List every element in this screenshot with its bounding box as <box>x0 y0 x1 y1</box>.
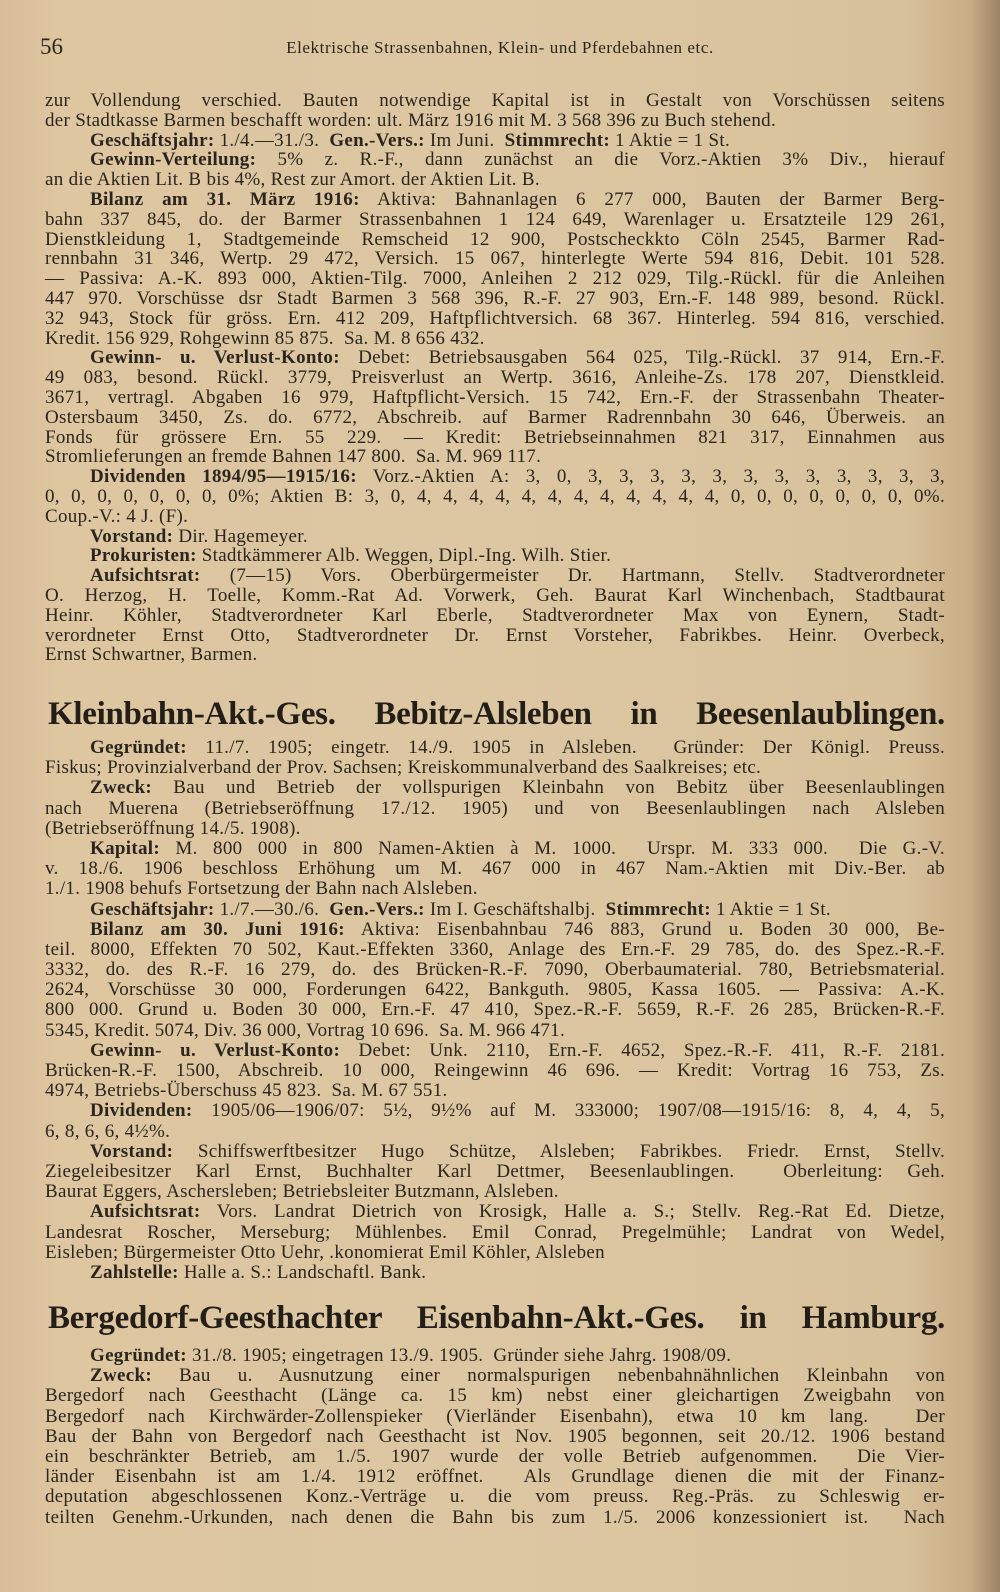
text-line <box>45 1407 945 1427</box>
text-line <box>45 368 945 388</box>
text-line <box>45 1243 945 1263</box>
text-line <box>45 111 945 131</box>
text-run: Im Juni. <box>424 129 505 151</box>
text-run: 0, 0, 0, 0, 0, 0, 0, 0%; Aktien B: 3, 0, 4, 4, 4, 4, 4, 4, 4, 4, 4, 4, 4, 4, 0, 0, 0, 0, 0, 0, 0, 0%. <box>45 485 945 507</box>
text-line <box>45 1346 945 1366</box>
text-run: 11./7. 1905; eingetr. 14./9. 1905 in Alsleben. Gründer: Der Königl. Preuss. <box>186 737 945 758</box>
text-run: länder Eisenbahn ist am 1./4. 1912 eröffnet. Als Grundlage dienen die mit der Finanz- <box>45 1466 945 1488</box>
text-line <box>45 1041 945 1061</box>
text-run: 1./1. 1908 behufs Fortsetzung der Bahn nach Alsleben. <box>45 878 478 900</box>
text-run: Bergedorf nach Kirchwärder-Zollenspieker (Vierländer Eisenbahn), etwa 10 km lang. Der <box>45 1405 945 1427</box>
text-run: (7—15) Vors. Oberbürgermeister Dr. Hartmann, Stellv. Stadtverordneter <box>200 565 945 587</box>
text-run: M. 800 000 in 800 Namen-Aktien à M. 1000. Urspr. M. 333 000. Die G.-V. <box>159 837 945 859</box>
text-line <box>45 1000 945 1020</box>
text-run: 5% z. R.-F., dann zunächst an die Vorz.-Aktien 3% Div., hierauf <box>256 149 945 171</box>
text-run: Stadtkämmerer Alb. Weggen, Dipl.-Ing. Wilh. Stier. <box>196 545 612 567</box>
text-run: (Betriebseröffnung 14./5. 1908). <box>45 817 301 839</box>
text-line <box>45 799 945 819</box>
text-line <box>45 859 945 879</box>
text-line <box>45 527 945 547</box>
text-line <box>45 1142 945 1162</box>
text-line <box>45 289 945 309</box>
text-run: 3332, do. des R.-F. 16 279, do. des Brücken-R.-F. 7090, Oberbaumaterial. 780, Betriebsmaterial. <box>45 959 945 981</box>
field-label: Gewinn- u. Verlust-Konto: <box>90 347 340 369</box>
text-line <box>45 566 945 586</box>
field-label: Vorstand: <box>90 1140 174 1162</box>
text-line <box>45 269 945 289</box>
text-run: Halle a. S.: Landschaftl. Bank. <box>178 1261 427 1283</box>
text-line <box>45 1061 945 1081</box>
text-line <box>45 1386 945 1406</box>
text-run: 4974, Betriebs-Überschuss 45 823. Sa. M. 67 551. <box>45 1080 448 1102</box>
text-run: deputation abgeschlossenen Konz.-Verträge u. die vom preuss. Reg.-Präs. zu Schleswig er- <box>45 1486 945 1508</box>
text-run: 3671, vertragl. Abgaben 16 979, Haftpflicht-Versich. 15 742, Ern.-F. der Strassenbahn Theater- <box>45 386 945 408</box>
section-kleinbahn-bebitz-alsleben <box>45 738 945 1283</box>
text-line <box>45 309 945 329</box>
text-run: 1./4.—31./3. <box>214 129 330 151</box>
text-run: 31./8. 1905; eingetragen 13./9. 1905. Gründer siehe Jahrg. 1908/09. <box>186 1345 732 1366</box>
field-label: Stimmrecht: <box>504 129 610 151</box>
text-run: ein beschränkter Betrieb, am 1./5. 1907 wurde der volle Betrieb aufgenommen. Die Vier- <box>45 1445 945 1467</box>
field-label: Dividenden 1894/95—1915/16: <box>90 466 357 488</box>
text-run: Im I. Geschäftshalbj. <box>424 898 606 920</box>
text-line <box>45 1467 945 1487</box>
text-run: Kredit. 156 929, Rohgewinn 85 875. Sa. M. 8 656 432. <box>45 327 485 349</box>
text-line <box>45 1447 945 1467</box>
text-run: Fiskus; Provinzialverband der Prov. Sachsen; Kreiskommunalverband des Saalkreises; etc. <box>45 757 762 779</box>
field-label: Geschäftsjahr: <box>90 898 215 920</box>
text-run: 2624, Vorschüsse 30 000, Forderungen 6422, Bankguth. 9805, Kassa 1605. — Passiva: A.-K. <box>45 979 945 1001</box>
field-label: Aufsichtsrat: <box>90 1201 201 1223</box>
text-line <box>45 920 945 940</box>
text-line <box>45 230 945 250</box>
field-label: Kapital: <box>90 837 160 859</box>
text-line <box>45 408 945 428</box>
text-run: Stromlieferungen an fremde Bahnen 147 800. Sa. M. 969 117. <box>45 446 542 468</box>
text-run: Debet: Unk. 2110, Ern.-F. 4652, Spez.-R.-F. 411, R.-F. 2181. <box>340 1039 945 1061</box>
text-line <box>45 626 945 646</box>
text-run: Bau und Betrieb der vollspurigen Kleinbahn von Bebitz über Beesenlaublingen <box>151 777 945 799</box>
text-run: Ziegeleibesitzer Karl Ernst, Buchhalter Karl Dettmer, Beesenlaublingen. Oberleitung: Geh. <box>45 1160 945 1182</box>
text-line <box>45 1202 945 1222</box>
text-line <box>45 606 945 626</box>
text-line <box>45 645 945 665</box>
text-run: Coup.-V.: 4 J. (F). <box>45 505 189 527</box>
section-title-kleinbahn-bebitz-alsleben: Kleinbahn-Akt.-Ges. Bebitz-Alsleben in Beesenlaublingen. <box>48 696 945 732</box>
text-run: Fonds für grössere Ern. 55 229. — Kredit: Betriebseinnahmen 821 317, Einnahmen aus <box>45 426 945 448</box>
section-bergedorf-geesthachter <box>45 1346 945 1528</box>
text-run: Bergedorf nach Geesthacht (Länge ca. 15 km) nebst einer gleichartigen Zweigbahn von <box>45 1385 945 1407</box>
text-run: O. Herzog, H. Toelle, Komm.-Rat Ad. Vorwerk, Geh. Baurat Karl Winchenbach, Stadtbaurat <box>45 584 945 606</box>
section-title-bergedorf-geesthachter: Bergedorf-Geesthachter Eisenbahn-Akt.-Ges. in Hamburg. <box>48 1300 945 1336</box>
field-label: Vorstand: <box>90 525 174 547</box>
text-line <box>45 348 945 368</box>
text-line <box>45 738 945 758</box>
text-run: 5345, Kredit. 5074, Div. 36 000, Vortrag 10 696. Sa. M. 966 471. <box>45 1019 565 1041</box>
text-line <box>45 1021 945 1041</box>
text-line <box>45 778 945 798</box>
text-run: Vors. Landrat Dietrich von Krosigk, Halle a. S.; Stellv. Reg.-Rat Ed. Dietze, <box>200 1201 945 1223</box>
text-run: Ostersbaum 3450, Zs. do. 6772, Abschreib. auf Barmer Radrennbahn 30 646, Überweis. an <box>45 406 945 428</box>
field-label: Zweck: <box>90 1365 152 1387</box>
text-line <box>45 1366 945 1386</box>
text-line <box>45 586 945 606</box>
text-run: teil. 8000, Effekten 70 502, Kaut.-Effekten 3360, Anlage des Ern.-F. 29 785, do. des Spez.-R.-F. <box>45 938 945 960</box>
text-line <box>45 1263 945 1283</box>
text-line <box>45 819 945 839</box>
text-run: Aktiva: Bahnanlagen 6 277 000, Bauten der Barmer Berg- <box>359 188 945 210</box>
field-label: Gegründet: <box>90 737 187 758</box>
text-line <box>45 150 945 170</box>
text-run: 49 083, besond. Rückl. 3779, Preisverlust an Wertp. 3616, Anleihe-Zs. 178 207, Dienstkleid. <box>45 367 945 389</box>
text-line <box>45 546 945 566</box>
text-run: Heinr. Köhler, Stadtverordneter Karl Eberle, Stadtverordneter Max von Eynern, Stadt- <box>45 604 945 626</box>
text-run: 1 Aktie = 1 St. <box>710 898 831 920</box>
field-label: Gen.-Vers.: <box>329 129 425 151</box>
text-run: Baurat Eggers, Aschersleben; Betriebsleiter Butzmann, Alsleben. <box>45 1181 559 1203</box>
field-label: Gegründet: <box>90 1345 187 1366</box>
text-run: an die Aktien Lit. B bis 4%, Rest zur Amort. der Aktien Lit. B. <box>45 169 540 191</box>
text-run: 1./7.—30./6. <box>214 898 330 920</box>
text-run: Bau u. Ausnutzung einer normalspurigen nebenbahnähnlichen Kleinbahn von <box>151 1365 945 1387</box>
text-line <box>45 839 945 859</box>
text-run: v. 18./6. 1906 beschloss Erhöhung um M. 467 000 in 467 Nam.-Aktien mit Div.-Ber. ab <box>45 858 945 880</box>
text-line <box>45 758 945 778</box>
text-run: zur Vollendung verschied. Bauten notwendige Kapital ist in Gestalt von Vorschüssen seitens <box>45 90 945 111</box>
text-line <box>45 900 945 920</box>
field-label: Zahlstelle: <box>90 1261 179 1283</box>
text-run: 1905/06—1906/07: 5½, 9½% auf M. 333000; 1907/08—1915/16: 8, 4, 4, 5, <box>192 1100 945 1122</box>
text-line <box>45 487 945 507</box>
text-line <box>45 91 945 111</box>
field-label: Dividenden: <box>90 1100 193 1122</box>
page-number: 56 <box>40 34 63 59</box>
field-label: Zweck: <box>90 777 152 799</box>
text-run: 6, 8, 6, 6, 4½%. <box>45 1120 171 1142</box>
text-run: verordneter Ernst Otto, Stadtverordneter Dr. Ernst Vorsteher, Fabrikbes. Heinr. Overbeck, <box>45 624 945 646</box>
text-run: Debet: Betriebsausgaben 564 025, Tilg.-Rückl. 37 914, Ern.-F. <box>339 347 945 369</box>
text-run: Bau der Bahn von Bergedorf nach Geesthacht ist Nov. 1905 begonnen, seit 20./12. 1906 bestand <box>45 1425 945 1447</box>
text-run: nach Muerena (Betriebseröffnung 17./12. 1905) und von Beesenlaublingen nach Alsleben <box>45 797 945 819</box>
text-run: 800 000. Grund u. Boden 30 000, Ern.-F. 47 410, Spez.-R.-F. 5659, R.-F. 26 285, Brücken-R.-F. <box>45 999 945 1021</box>
text-line <box>45 249 945 269</box>
text-line <box>45 980 945 1000</box>
text-line <box>45 388 945 408</box>
text-line <box>45 170 945 190</box>
text-run: Eisleben; Bürgermeister Otto Uehr, .konomierat Emil Köhler, Alsleben <box>45 1241 605 1263</box>
text-run: bahn 337 845, do. der Barmer Strassenbahnen 1 124 649, Warenlager u. Ersatzteile 129 261, <box>45 208 945 230</box>
text-line <box>45 1487 945 1507</box>
field-label: Geschäftsjahr: <box>90 129 215 151</box>
text-line <box>45 1182 945 1202</box>
text-line <box>45 1508 945 1528</box>
text-run: 1 Aktie = 1 St. <box>609 129 730 151</box>
text-run: rennbahn 31 346, Wertp. 29 472, Versich. 15 067, hinterlegte Werte 594 816, Debit. 101 528. <box>45 248 945 270</box>
text-line <box>45 467 945 487</box>
text-run: Ernst Schwartner, Barmen. <box>45 644 258 666</box>
field-label: Gewinn-Verteilung: <box>90 149 257 171</box>
text-line <box>45 190 945 210</box>
text-line <box>45 1162 945 1182</box>
text-run: teilten Genehm.-Urkunden, nach denen die Bahn bis zum 1./5. 2006 konzessioniert ist. Nach <box>45 1506 945 1528</box>
text-line <box>45 447 945 467</box>
text-line <box>45 329 945 349</box>
text-run: der Stadtkasse Barmen beschafft worden: ult. März 1916 mit M. 3 568 396 zu Buch stehend. <box>45 109 777 131</box>
section-barmen-continuation <box>45 91 945 665</box>
field-label: Stimmrecht: <box>605 898 711 920</box>
text-run: Aktiva: Eisenbahnbau 746 883, Grund u. Boden 30 000, Be- <box>344 918 945 940</box>
text-line <box>45 428 945 448</box>
text-line <box>45 507 945 527</box>
text-line <box>45 1122 945 1142</box>
text-line <box>45 1427 945 1447</box>
text-line <box>45 1223 945 1243</box>
text-run: Schiffswerftbesitzer Hugo Schütze, Alsleben; Fabrikbes. Friedr. Ernst, Stellv. <box>173 1140 945 1162</box>
text-run: — Passiva: A.-K. 893 000, Aktien-Tilg. 7000, Anleihen 2 212 029, Tilg.-Rückl. für die Anleihen <box>45 268 945 290</box>
field-label: Bilanz am 30. Juni 1916: <box>90 918 345 940</box>
text-line <box>45 940 945 960</box>
text-line <box>45 131 945 151</box>
text-line <box>45 1101 945 1121</box>
field-label: Bilanz am 31. März 1916: <box>90 188 360 210</box>
text-line <box>45 879 945 899</box>
field-label: Gewinn- u. Verlust-Konto: <box>90 1039 341 1061</box>
text-run: Dienstkleidung 1, Stadtgemeinde Remscheid 12 900, Postscheckkto Cöln 2545, Barmer Rad- <box>45 228 945 250</box>
field-label: Gen.-Vers.: <box>329 898 425 920</box>
text-run: Vorz.-Aktien A: 3, 0, 3, 3, 3, 3, 3, 3, 3, 3, 3, 3, 3, 3, <box>356 466 945 488</box>
text-run: 447 970. Vorschüsse dsr Stadt Barmen 3 568 396, R.-F. 27 903, Ern.-F. 148 989, besond. Rückl. <box>45 287 945 309</box>
field-label: Prokuristen: <box>90 545 197 567</box>
text-line <box>45 210 945 230</box>
text-run: Landesrat Roscher, Merseburg; Mühlenbes. Emil Conrad, Pregelmühle; Landrat von Wedel, <box>45 1221 945 1243</box>
text-line <box>45 1081 945 1101</box>
text-line <box>45 960 945 980</box>
text-run: Dir. Hagemeyer. <box>173 525 308 547</box>
text-run: Brücken-R.-F. 1500, Abschreib. 10 000, Reingewinn 46 696. — Kredit: Vortrag 16 753, Zs. <box>45 1060 945 1081</box>
text-run: 32 943, Stock für gröss. Ern. 412 209, Haftpflichtversich. 68 367. Hinterleg. 594 816, verschied. <box>45 307 945 329</box>
running-header: Elektrische Strassenbahnen, Klein- und Pferdebahnen etc. <box>286 38 714 57</box>
field-label: Aufsichtsrat: <box>90 565 201 587</box>
